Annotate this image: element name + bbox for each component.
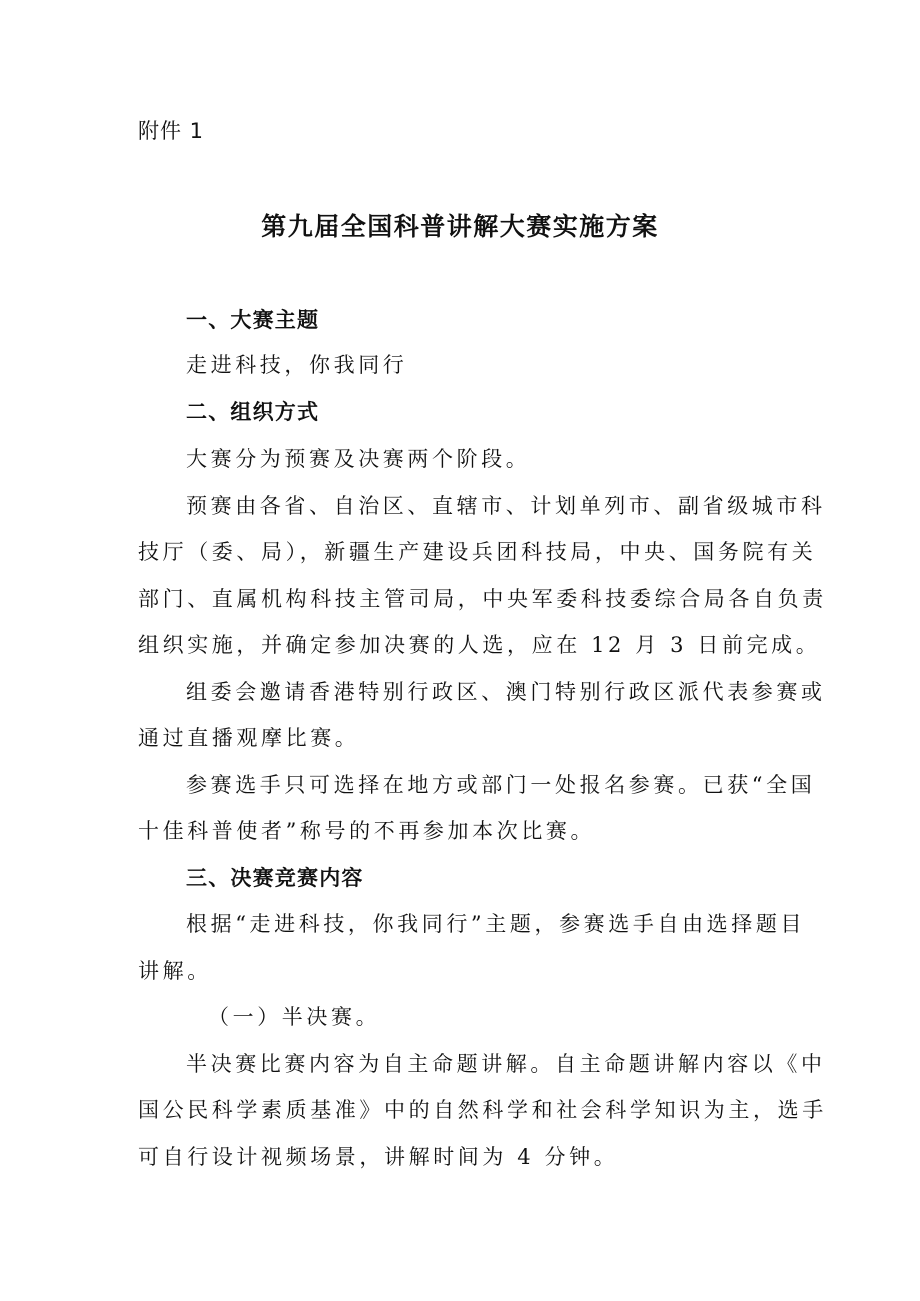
paragraph-line: 可自行设计视频场景，讲解时间为 4 分钟。 [138,1145,619,1169]
paragraph-line: 十佳科普使者”称号的不再参加本次比赛。 [138,819,596,843]
paragraph-line: 走进科技，你我同行 [186,353,408,377]
paragraph-line: 预赛由各省、自治区、直辖市、计划单列市、副省级城市科 [186,494,826,518]
paragraph-line: 组委会邀请香港特别行政区、澳门特别行政区派代表参赛或 [186,680,826,704]
paragraph-line: 根据“走进科技，你我同行”主题，参赛选手自由选择题目 [186,912,806,936]
paragraph-line: 组织实施，并确定参加决赛的人选，应在 12 月 3 日前完成。 [138,633,821,657]
paragraph-line: 通过直播观摩比赛。 [138,726,360,750]
document-title: 第九届全国科普讲解大赛实施方案 [261,212,659,241]
section-heading-organization: 二、组织方式 [186,400,320,424]
section-heading-final-content: 三、决赛竞赛内容 [186,866,364,890]
paragraph-line: 技厅（委、局），新疆生产建设兵团科技局，中央、国务院有关 [138,540,817,564]
paragraph-line: 讲解。 [138,959,212,983]
paragraph-line: 国公民科学素质基准》中的自然科学和社会科学知识为主，选手 [138,1098,827,1122]
paragraph-line: 大赛分为预赛及决赛两个阶段。 [186,447,531,471]
subsection-heading-semifinal: （一）半决赛。 [208,1005,381,1029]
paragraph-line: 半决赛比赛内容为自主命题讲解。自主命题讲解内容以《中 [186,1052,826,1076]
paragraph-line: 参赛选手只可选择在地方或部门一处报名参赛。已获“全国 [186,773,816,797]
attachment-label: 附件 1 [138,119,205,143]
section-heading-theme: 一、大赛主题 [186,308,320,332]
paragraph-line: 部门、直属机构科技主管司局，中央军委科技委综合局各自负责 [138,587,827,611]
